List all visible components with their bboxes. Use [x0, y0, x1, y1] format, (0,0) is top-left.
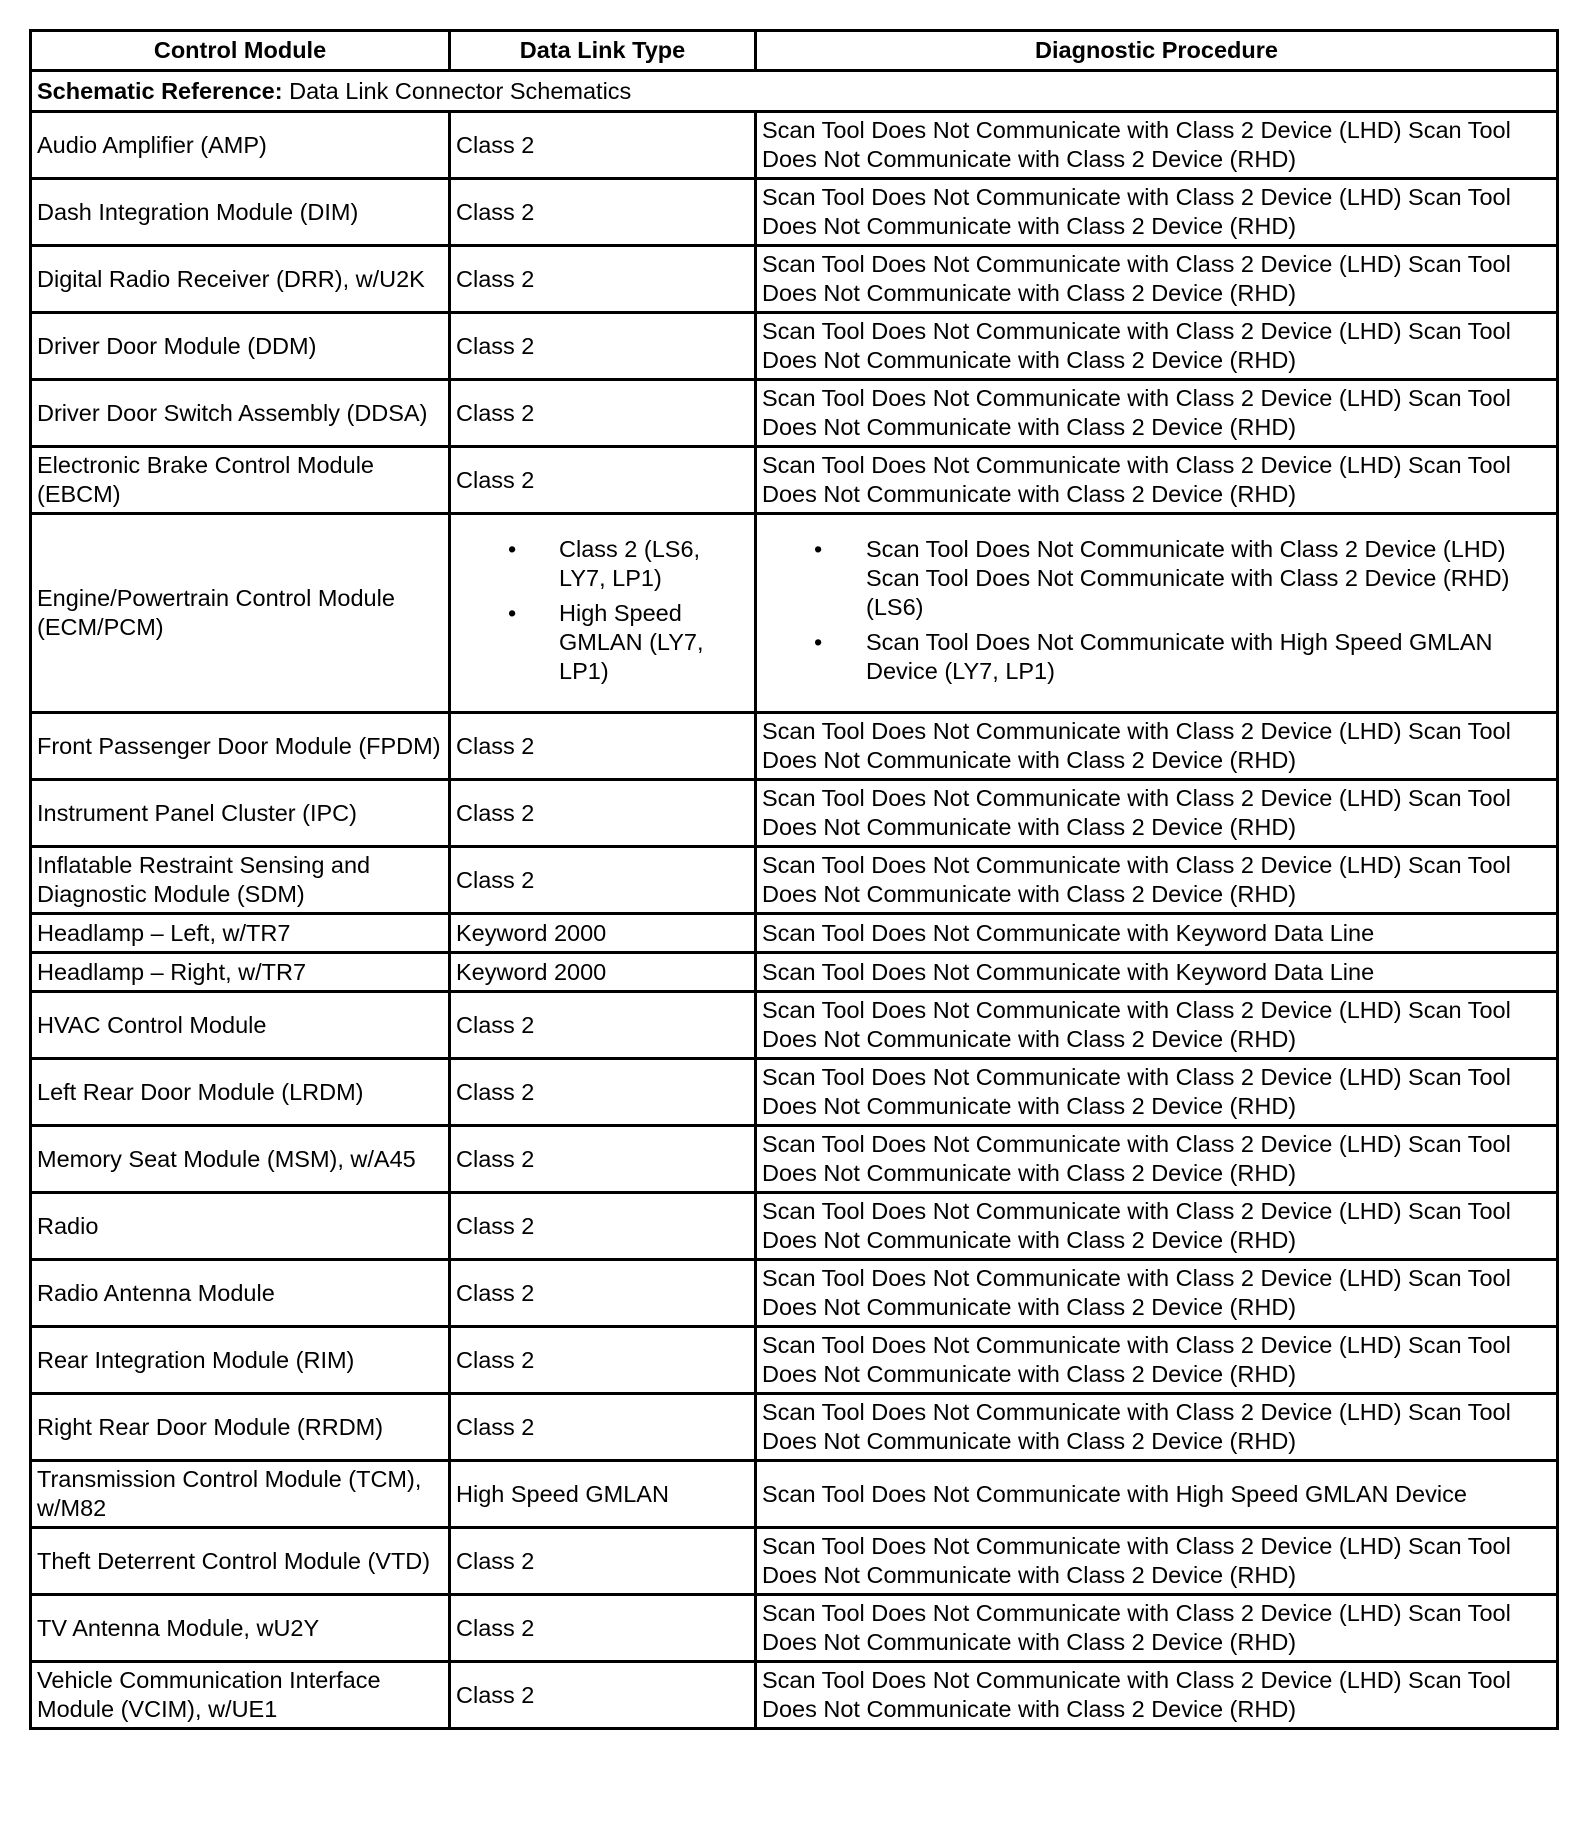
- link-type-cell: Class 2: [450, 179, 756, 246]
- procedure-cell: Scan Tool Does Not Communicate with Class 2 Device (LHD) Scan Tool Does Not Communicate with Class 2 Device (RHD): [756, 447, 1558, 514]
- schematic-reference-text: Data Link Connector Schematics: [282, 77, 632, 104]
- table-row: [31, 1394, 1558, 1461]
- procedure-cell: Scan Tool Does Not Communicate with Class 2 Device (LHD) Scan Tool Does Not Communicate with Class 2 Device (RHD): [756, 1260, 1558, 1327]
- table-row: [31, 514, 1558, 713]
- procedure-cell: Scan Tool Does Not Communicate with Class 2 Device (LHD) Scan Tool Does Not Communicate with Class 2 Device (RHD): [756, 713, 1558, 780]
- schematic-reference-label: Schematic Reference:: [37, 77, 283, 104]
- table-row: [31, 1662, 1558, 1729]
- procedure-cell: Scan Tool Does Not Communicate with Class 2 Device (LHD) Scan Tool Does Not Communicate with Class 2 Device (RHD): [756, 1193, 1558, 1260]
- module-cell: Radio: [31, 1193, 450, 1260]
- procedure-cell: Scan Tool Does Not Communicate with Class 2 Device (LHD) Scan Tool Does Not Communicate with Class 2 Device (RHD): [756, 992, 1558, 1059]
- table-row: [31, 1528, 1558, 1595]
- link-type-cell: Class 2: [450, 447, 756, 514]
- module-cell: Memory Seat Module (MSM), w/A45: [31, 1126, 450, 1193]
- procedure-cell: Scan Tool Does Not Communicate with Class 2 Device (LHD) Scan Tool Does Not Communicate with Class 2 Device (RHD): [756, 1394, 1558, 1461]
- procedure-cell: Scan Tool Does Not Communicate with Class 2 Device (LHD) Scan Tool Does Not Communicate with Class 2 Device (RHD): [756, 1662, 1558, 1729]
- link-type-cell: Class 2: [450, 1193, 756, 1260]
- table-row: [31, 847, 1558, 914]
- procedure-cell: Scan Tool Does Not Communicate with Class 2 Device (LHD) Scan Tool Does Not Communicate with Class 2 Device (RHD): [756, 1059, 1558, 1126]
- table-row: [31, 992, 1558, 1059]
- module-cell: Theft Deterrent Control Module (VTD): [31, 1528, 450, 1595]
- module-cell: Right Rear Door Module (RRDM): [31, 1394, 450, 1461]
- table-row: [31, 914, 1558, 953]
- module-cell: Driver Door Switch Assembly (DDSA): [31, 380, 450, 447]
- procedure-cell: Scan Tool Does Not Communicate with Class 2 Device (LHD) Scan Tool Does Not Communicate with Class 2 Device (RHD): [756, 313, 1558, 380]
- procedure-cell: Scan Tool Does Not Communicate with Class 2 Device (LHD) Scan Tool Does Not Communicate with Class 2 Device (RHD): [756, 1528, 1558, 1595]
- link-type-cell: Class 2: [450, 1327, 756, 1394]
- table-row: [31, 380, 1558, 447]
- module-cell: Transmission Control Module (TCM), w/M82: [31, 1461, 450, 1528]
- list-item: • Scan Tool Does Not Communicate with High Speed GMLAN Device (LY7, LP1): [762, 628, 1551, 686]
- link-type-cell: Class 2: [450, 246, 756, 313]
- table-row: [31, 1595, 1558, 1662]
- link-type-cell: Class 2: [450, 1126, 756, 1193]
- module-cell: Dash Integration Module (DIM): [31, 179, 450, 246]
- table-row: [31, 112, 1558, 179]
- module-cell: Vehicle Communication Interface Module (VCIM), w/UE1: [31, 1662, 450, 1729]
- header-control-module: Control Module: [31, 31, 450, 71]
- procedure-list: [762, 535, 1551, 686]
- schematic-reference-cell: [31, 71, 1558, 112]
- module-cell: Inflatable Restraint Sensing and Diagnostic Module (SDM): [31, 847, 450, 914]
- link-type-cell: Class 2: [450, 847, 756, 914]
- link-type-cell: Class 2: [450, 1595, 756, 1662]
- module-cell: Audio Amplifier (AMP): [31, 112, 450, 179]
- link-type-cell: Class 2: [450, 713, 756, 780]
- module-cell: Rear Integration Module (RIM): [31, 1327, 450, 1394]
- link-type-cell: Class 2: [450, 1394, 756, 1461]
- link-type-cell: Keyword 2000: [450, 914, 756, 953]
- procedure-cell: Scan Tool Does Not Communicate with Class 2 Device (LHD) Scan Tool Does Not Communicate with Class 2 Device (RHD): [756, 780, 1558, 847]
- table-row: [31, 1059, 1558, 1126]
- module-cell: Left Rear Door Module (LRDM): [31, 1059, 450, 1126]
- schematic-reference-row: [31, 71, 1558, 112]
- module-cell: Headlamp – Left, w/TR7: [31, 914, 450, 953]
- table-row: [31, 1327, 1558, 1394]
- procedure-cell: Scan Tool Does Not Communicate with Class 2 Device (LHD) Scan Tool Does Not Communicate with Class 2 Device (RHD): [756, 1595, 1558, 1662]
- header-data-link-type: Data Link Type: [450, 31, 756, 71]
- procedure-cell: Scan Tool Does Not Communicate with Keyword Data Line: [756, 914, 1558, 953]
- link-type-cell: Keyword 2000: [450, 953, 756, 992]
- module-cell: HVAC Control Module: [31, 992, 450, 1059]
- link-type-cell: Class 2: [450, 1059, 756, 1126]
- link-type-cell: High Speed GMLAN: [450, 1461, 756, 1528]
- table-row: [31, 713, 1558, 780]
- module-cell: Instrument Panel Cluster (IPC): [31, 780, 450, 847]
- module-cell: Front Passenger Door Module (FPDM): [31, 713, 450, 780]
- module-cell: Radio Antenna Module: [31, 1260, 450, 1327]
- module-cell: Engine/Powertrain Control Module (ECM/PCM): [31, 514, 450, 713]
- header-diagnostic-procedure: Diagnostic Procedure: [756, 31, 1558, 71]
- table-row: [31, 953, 1558, 992]
- procedure-cell: Scan Tool Does Not Communicate with Class 2 Device (LHD) Scan Tool Does Not Communicate with Class 2 Device (RHD): [756, 112, 1558, 179]
- module-cell: Digital Radio Receiver (DRR), w/U2K: [31, 246, 450, 313]
- link-type-cell: Class 2: [450, 992, 756, 1059]
- link-type-cell: Class 2: [450, 313, 756, 380]
- procedure-cell: Scan Tool Does Not Communicate with Keyword Data Line: [756, 953, 1558, 992]
- module-cell: TV Antenna Module, wU2Y: [31, 1595, 450, 1662]
- data-link-table: [29, 29, 1559, 1730]
- table-row: [31, 447, 1558, 514]
- link-type-cell: Class 2: [450, 1662, 756, 1729]
- module-cell: Headlamp – Right, w/TR7: [31, 953, 450, 992]
- table-row: [31, 1461, 1558, 1528]
- procedure-cell: Scan Tool Does Not Communicate with Class 2 Device (LHD) Scan Tool Does Not Communicate with Class 2 Device (RHD): [756, 847, 1558, 914]
- table-row: [31, 1126, 1558, 1193]
- table-row: [31, 313, 1558, 380]
- link-type-list: [456, 535, 749, 686]
- table-row: [31, 179, 1558, 246]
- procedure-cell: Scan Tool Does Not Communicate with High Speed GMLAN Device: [756, 1461, 1558, 1528]
- header-row: [31, 31, 1558, 71]
- procedure-cell: Scan Tool Does Not Communicate with Class 2 Device (LHD) Scan Tool Does Not Communicate with Class 2 Device (RHD): [756, 1126, 1558, 1193]
- link-type-cell: Class 2: [450, 1260, 756, 1327]
- link-type-cell: Class 2: [450, 380, 756, 447]
- procedure-cell: Scan Tool Does Not Communicate with Class 2 Device (LHD) Scan Tool Does Not Communicate with Class 2 Device (RHD): [756, 179, 1558, 246]
- link-type-cell: [450, 514, 756, 713]
- list-item: • Scan Tool Does Not Communicate with Class 2 Device (LHD) Scan Tool Does Not Communicate with Class 2 Device (RHD) (LS6): [762, 535, 1551, 622]
- procedure-cell: Scan Tool Does Not Communicate with Class 2 Device (LHD) Scan Tool Does Not Communicate with Class 2 Device (RHD): [756, 1327, 1558, 1394]
- procedure-cell: [756, 514, 1558, 713]
- table-row: [31, 1193, 1558, 1260]
- table-row: [31, 780, 1558, 847]
- table-row: [31, 246, 1558, 313]
- table-row: [31, 1260, 1558, 1327]
- link-type-cell: Class 2: [450, 1528, 756, 1595]
- link-type-cell: Class 2: [450, 112, 756, 179]
- list-item: • High Speed GMLAN (LY7, LP1): [456, 599, 749, 686]
- procedure-cell: Scan Tool Does Not Communicate with Class 2 Device (LHD) Scan Tool Does Not Communicate with Class 2 Device (RHD): [756, 246, 1558, 313]
- link-type-cell: Class 2: [450, 780, 756, 847]
- module-cell: Driver Door Module (DDM): [31, 313, 450, 380]
- procedure-cell: Scan Tool Does Not Communicate with Class 2 Device (LHD) Scan Tool Does Not Communicate with Class 2 Device (RHD): [756, 380, 1558, 447]
- list-item: • Class 2 (LS6, LY7, LP1): [456, 535, 749, 593]
- module-cell: Electronic Brake Control Module (EBCM): [31, 447, 450, 514]
